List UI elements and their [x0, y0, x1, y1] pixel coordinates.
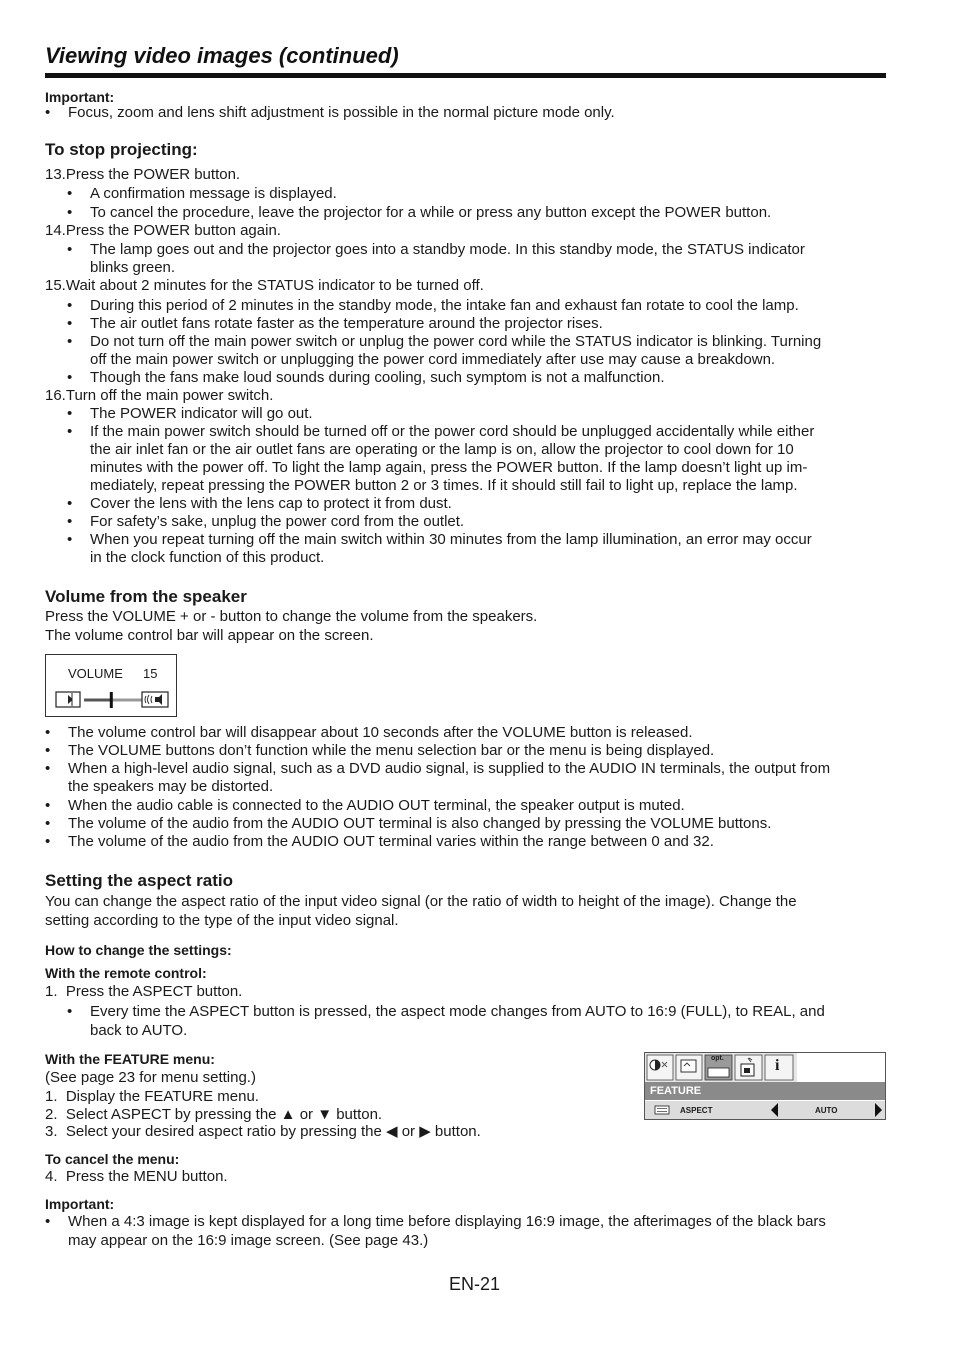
step-13: 13.Press the POWER button.: [45, 166, 241, 183]
aspect-intro-2: setting according to the type of the input video signal.: [45, 912, 399, 929]
section-heading-volume: Volume from the speaker: [45, 587, 247, 606]
options-tab-label: opt.: [711, 1055, 724, 1062]
feature-step-3: 3. Select your desired aspect ratio by pressing the ◀ or ▶ button.: [45, 1123, 481, 1140]
feature-step-1: 1. Display the FEATURE menu.: [45, 1088, 259, 1105]
page-number: EN-21: [449, 1274, 501, 1294]
cancel-step-4: 4. Press the MENU button.: [45, 1168, 228, 1185]
aspect-row-icon: [655, 1106, 669, 1114]
step-15: 15.Wait about 2 minutes for the STATUS indicator to be turned off.: [45, 277, 484, 294]
signal-tab-icon: [735, 1055, 762, 1080]
how-to-heading: How to change the settings:: [45, 942, 232, 958]
speaker-quiet-icon: [56, 692, 80, 707]
speaker-loud-icon: [142, 692, 168, 707]
volume-knob: [110, 692, 113, 708]
feature-menu-heading: With the FEATURE menu:: [45, 1051, 215, 1067]
feature-menu-osd: [644, 1052, 886, 1120]
title-rule: [45, 73, 886, 78]
aspect-row-value[interactable]: AUTO: [815, 1106, 838, 1115]
volume-fill: [84, 699, 111, 702]
picture-tab-icon: [647, 1055, 673, 1080]
remote-heading: With the remote control:: [45, 965, 207, 981]
section-heading-aspect: Setting the aspect ratio: [45, 871, 233, 890]
section-heading-stop: To stop projecting:: [45, 140, 198, 159]
volume-line-2: The volume control bar will appear on the screen.: [45, 627, 374, 644]
feature-title: FEATURE: [650, 1085, 702, 1097]
important-label-2: Important:: [45, 1196, 115, 1212]
aspect-intro-1: You can change the aspect ratio of the input video signal (or the ratio of width to height of the image). Change the: [45, 893, 797, 910]
feature-step-2: 2. Select ASPECT by pressing the ▲ or ▼ button.: [45, 1106, 383, 1123]
aspect-row-label[interactable]: ASPECT: [680, 1106, 713, 1115]
step-14: 14.Press the POWER button again.: [45, 222, 281, 239]
important-label: Important:: [45, 89, 115, 105]
volume-line-1: Press the VOLUME + or - button to change the volume from the speakers.: [45, 608, 538, 625]
remote-step-1: 1. Press the ASPECT button.: [45, 983, 243, 1000]
page-title: Viewing video images (continued): [45, 43, 399, 68]
volume-osd-value: 15: [143, 666, 158, 681]
info-tab-label[interactable]: i: [775, 1057, 780, 1074]
step-16: 16.Turn off the main power switch.: [45, 387, 274, 404]
volume-osd-bar: [54, 688, 170, 712]
volume-osd-label: VOLUME: [68, 666, 123, 681]
cancel-heading: To cancel the menu:: [45, 1151, 180, 1167]
image-tab-icon: [676, 1055, 702, 1080]
see-page-note: (See page 23 for menu setting.): [45, 1069, 256, 1086]
